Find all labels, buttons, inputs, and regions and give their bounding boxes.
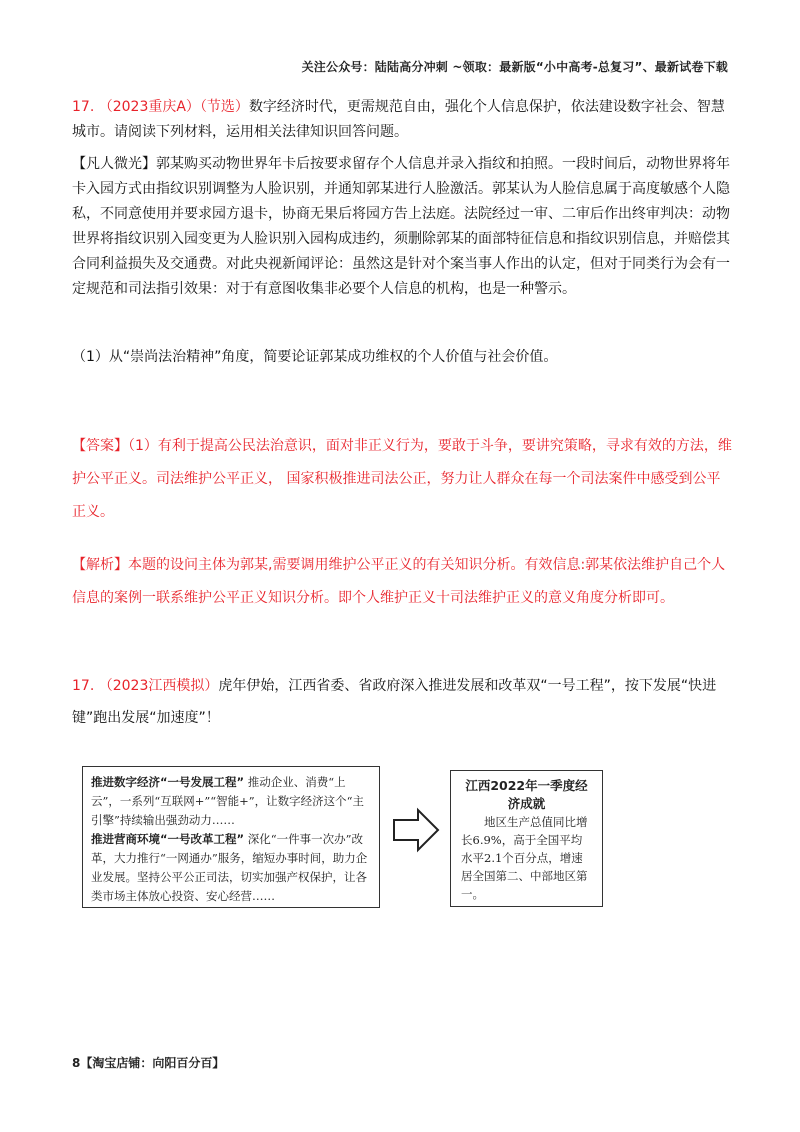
figure-left-box (82, 766, 380, 908)
figure-right-title: 江西2022年一季度经济成就 (465, 778, 588, 811)
question-17-b (72, 670, 734, 734)
material-block (72, 152, 734, 302)
figure-left-title-1: 推进数字经济“一号发展工程” (91, 775, 245, 789)
page-number: 8 (72, 1056, 81, 1070)
answer-text: （1）有利于提高公民法治意识，面对非正义行为，要敢于斗争，要讲究策略，寻求有效的方法，维护公平正义。司法维护公平正义， 国家积极推进司法公正，努力让人群众在每一个司法案件中感受到公平正义。 (72, 438, 732, 520)
figure-left-text-2: 深化“一件事一次办”改革，大力推行“一网通办”服务，缩短办事时间，助力企业发展。坚持公平公正司法，切实加强产权保护，让各类市场主体放心投资、安心经营…… (91, 832, 368, 903)
sub-question: （1）从“崇尚法治精神”角度，简要论证郭某成功维权的个人价值与社会价值。 (72, 349, 558, 365)
question-intro: 虎年伊始，江西省委、省政府深入推进发展和改革双“一号工程”，按下发展“快进键”跑出发展“加速度”！ (72, 678, 717, 726)
question-number: 17. (72, 678, 95, 694)
figure-left-title-2: 推进营商环境“一号改革工程” (91, 832, 245, 846)
analysis-text: 本题的设问主体为郭某,需要调用维护公平正义的有关知识分析。有效信息:郭某依法维护自己个人信息的案例一联系维护公平正义知识分析。即个人维护正义十司法维护正义的意义角度分析即可。 (72, 557, 726, 606)
question-excerpt-tag: （节选） (199, 99, 249, 115)
analysis-tag: 【解析】 (72, 557, 128, 573)
figure-left-text-1: 推动企业、消费“上云”，一系列“互联网+”“智能+”，让数字经济这个“主引擎”持续输出强劲动力…… (91, 775, 365, 827)
answer-block (72, 430, 734, 529)
page-footer (72, 1054, 224, 1071)
figure-right-box (450, 770, 603, 907)
material-text: 郭某购买动物世界年卡后按要求留存个人信息并录入指纹和拍照。一段时间后，动物世界将年卡入园方式由指纹识别调整为人脸识别，并通知郭某进行人脸激活。郭某认为人脸信息属于高度敏感个人隐私，不同意使用并要求园方退卡，协商无果后将园方告上法庭。法院经过一审、二审后作出终审判决：动物世界将指纹识别入园变更为人脸识别入园构成违约，须删除郭某的面部特征信息和指纹识别信息，并赔偿其合同利益损失及交通费。对此央视新闻评论：虽然这是针对个案当事人作出的认定，但对于同类行为会有一定规范和司法指引效果：对于有意图收集非必要个人信息的机构，也是一种警示。 (72, 156, 730, 297)
material-tag: 【凡人微光】 (72, 156, 156, 172)
question-intro: 数字经济时代，更需规范自由，强化个人信息保护，依法建设数字社会、智慧城市。请阅读下列材料，运用相关法律知识回答问题。 (72, 99, 725, 140)
figure-right-text: 地区生产总值同比增长6.9%，高于全国平均水平2.1个百分点，增速居全国第二、中部地区第一。 (461, 815, 588, 901)
question-number: 17. (72, 99, 95, 115)
question-17-a (72, 95, 734, 145)
page-header: 关注公众号：陆陆高分冲刺 ~领取：最新版“小中高考-总复习”、最新试卷下载 (301, 60, 728, 74)
analysis-block (72, 549, 734, 615)
question-source: （2023江西模拟） (98, 678, 219, 694)
right-arrow-icon (392, 806, 440, 854)
question-source: （2023重庆A） (98, 99, 200, 115)
answer-tag: 【答案】 (72, 438, 128, 454)
shop-label: 【淘宝店铺：向阳百分百】 (80, 1056, 225, 1070)
